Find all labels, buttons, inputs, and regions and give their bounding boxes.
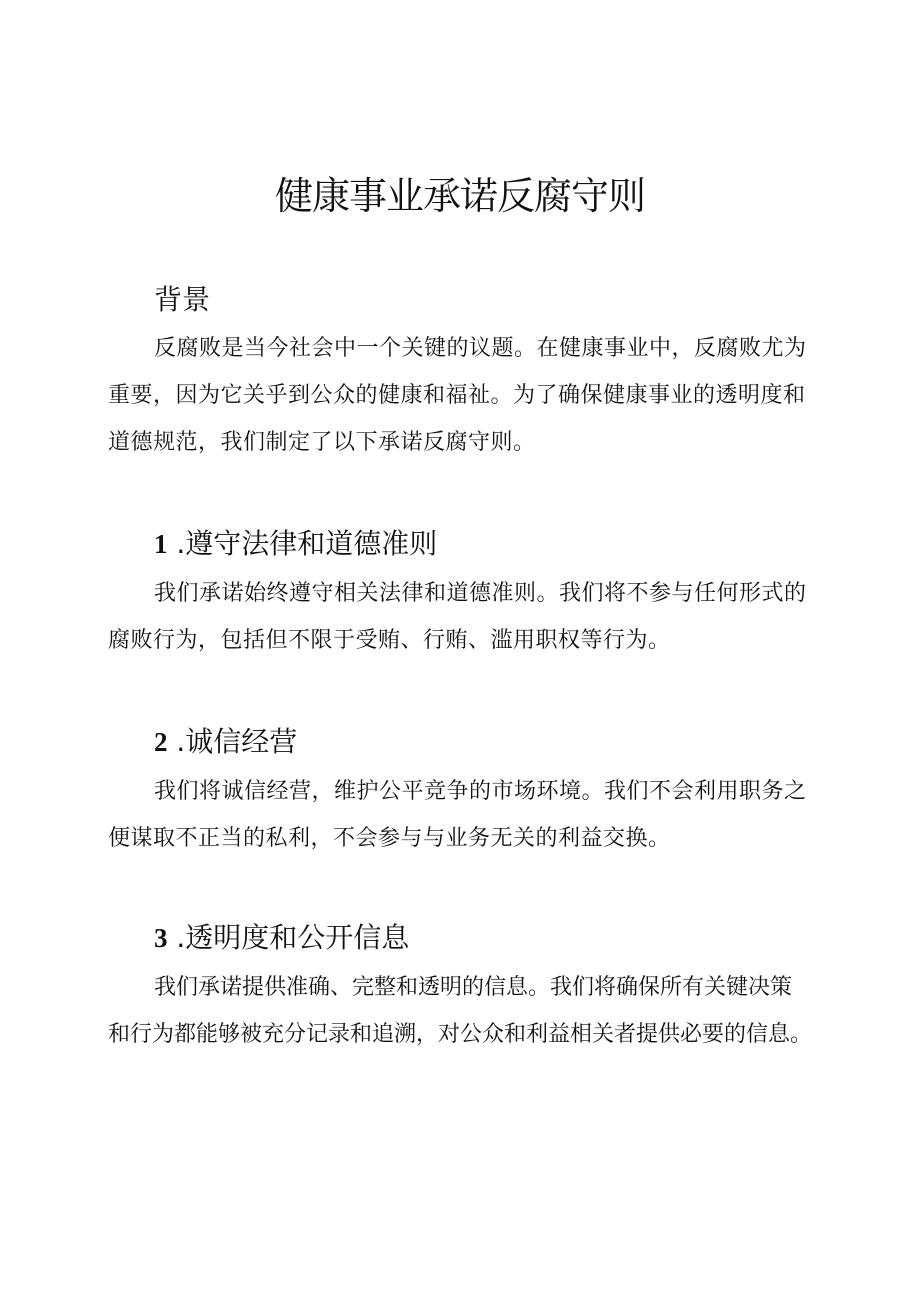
section-paragraph-2 (108, 768, 828, 862)
paragraph-line: 我们承诺提供准确、完整和透明的信息。我们将确保所有关键决策 (154, 975, 793, 1000)
paragraph-line: 重要，因为它关乎到公众的健康和福祉。为了确保健康事业的透明度和 (108, 383, 806, 408)
section-heading-label: 背景 (154, 283, 211, 316)
section-heading-background (154, 282, 210, 318)
paragraph-line: 我们将诚信经营，维护公平竞争的市场环境。我们不会利用职务之 (154, 779, 807, 804)
section-paragraph-1 (108, 570, 828, 664)
section-paragraph-background (108, 325, 828, 466)
paragraph-line: 我们承诺始终遵守相关法律和道德准则。我们将不参与任何形式的 (154, 581, 807, 606)
paragraph-line: 便谋取不正当的私利，不会参与与业务无关的利益交换。 (108, 826, 671, 851)
section-number: 3 (154, 923, 168, 953)
section-heading-3 (154, 920, 409, 956)
section-heading-label: .透明度和公开信息 (176, 921, 410, 954)
section-paragraph-3 (108, 964, 828, 1058)
section-heading-2 (154, 724, 297, 760)
paragraph-line: 和行为都能够被充分记录和追溯，对公众和利益相关者提供必要的信息。 (108, 1022, 813, 1047)
paragraph-line: 反腐败是当今社会中一个关键的议题。在健康事业中，反腐败尤为 (154, 336, 807, 361)
paragraph-line: 腐败行为，包括但不限于受贿、行贿、滥用职权等行为。 (108, 628, 671, 653)
section-heading-label: .遵守法律和道德准则 (176, 527, 438, 560)
section-number: 2 (154, 727, 168, 757)
section-heading-1 (154, 526, 437, 562)
section-heading-label: .诚信经营 (176, 725, 298, 758)
section-number: 1 (154, 529, 168, 559)
page-title: 健康事业承诺反腐守则 (274, 174, 645, 218)
paragraph-line: 道德规范，我们制定了以下承诺反腐守则。 (108, 430, 536, 455)
